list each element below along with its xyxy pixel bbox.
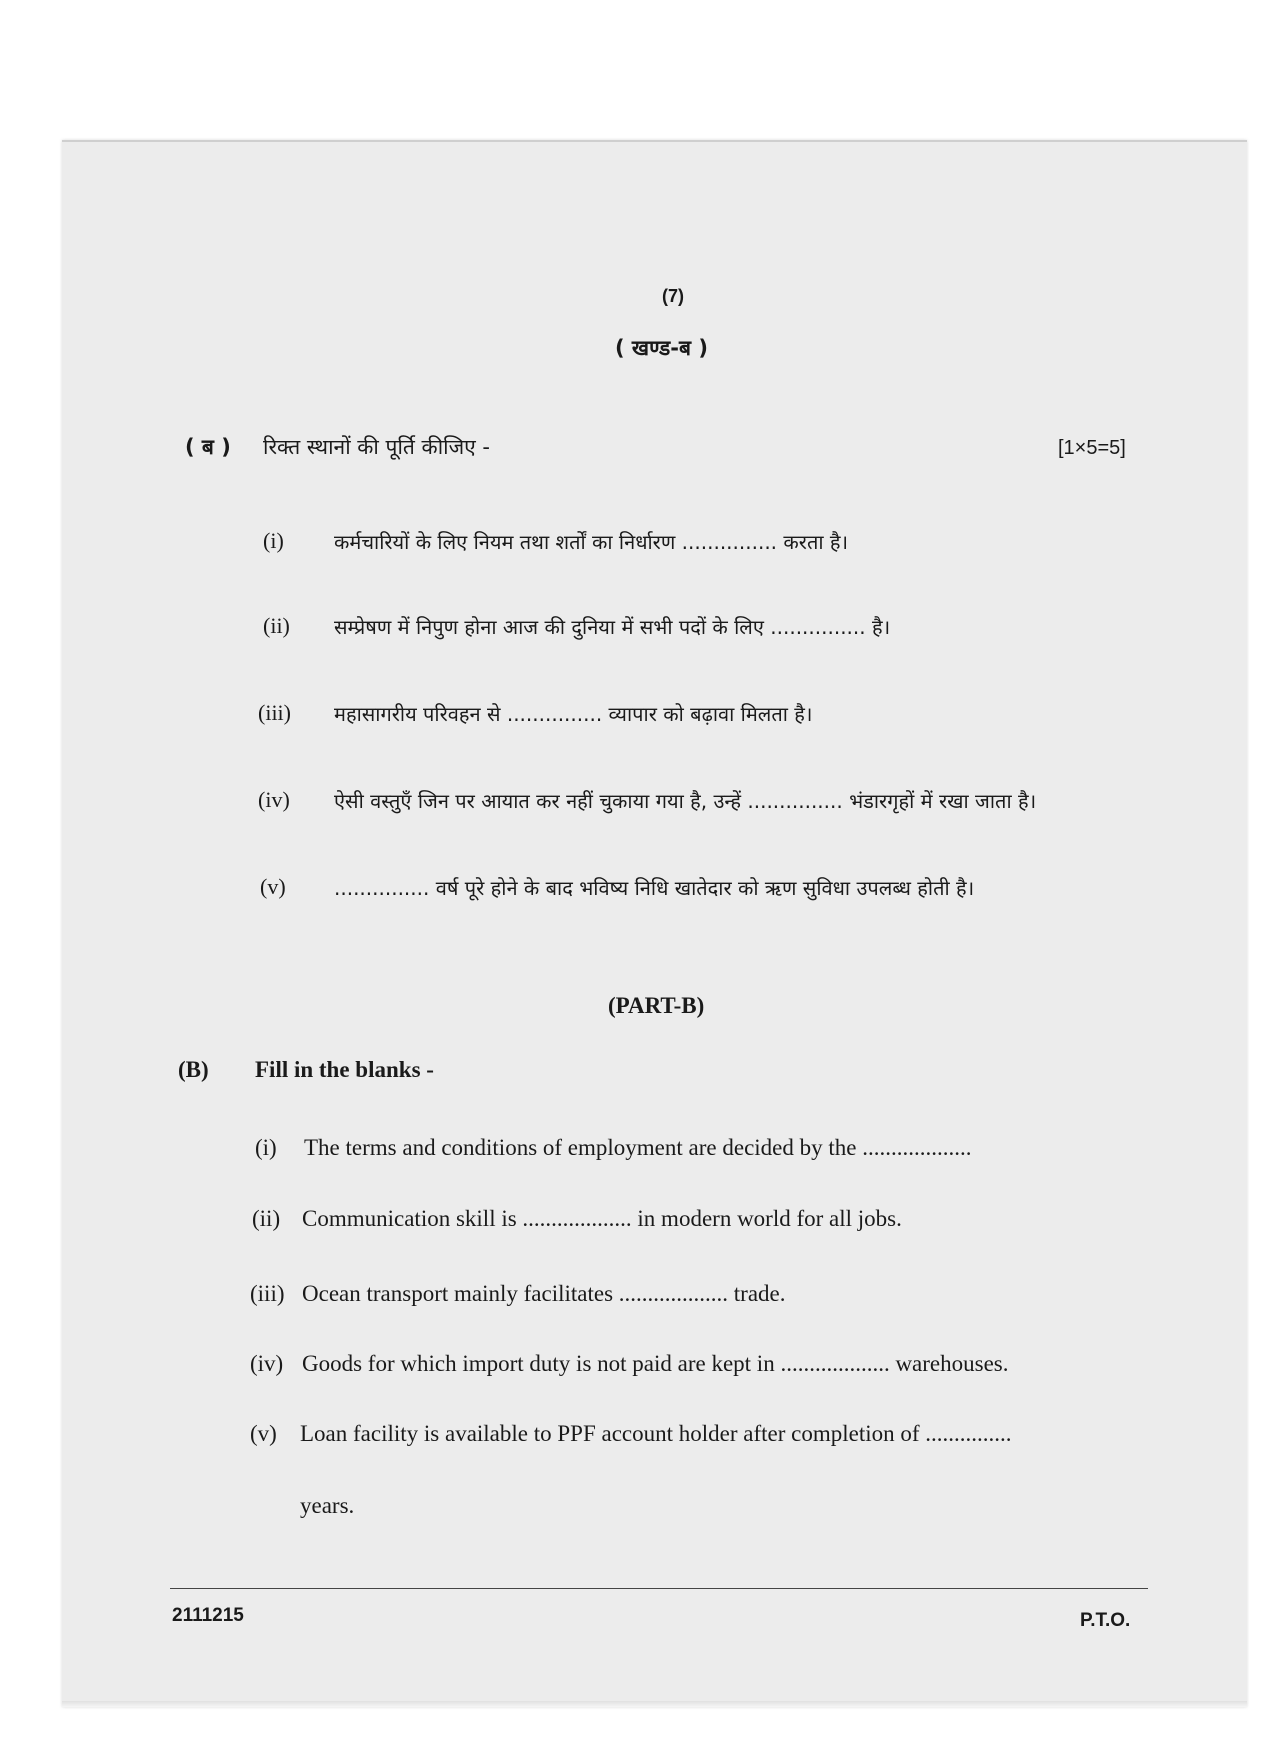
question-text-hindi: महासागरीय परिवहन से ............... व्यापार को बढ़ावा मिलता है। <box>334 702 813 726</box>
question-number: (i) <box>255 1135 277 1160</box>
page-number: (7) <box>662 286 684 306</box>
question-number: (iv) <box>258 787 290 812</box>
question-text-english: The terms and conditions of employment are decided by the ................... <box>304 1135 972 1160</box>
pto-label: P.T.O. <box>1080 1610 1131 1631</box>
question-text-english: Loan facility is available to PPF account holder after completion of ............... <box>300 1421 1012 1446</box>
footer-rule <box>170 1588 1148 1589</box>
question-text-english: Communication skill is ................... in modern world for all jobs. <box>302 1206 902 1231</box>
question-number: (iii) <box>258 700 291 725</box>
question-text-english: Ocean transport mainly facilitates ................... trade. <box>302 1281 786 1306</box>
instruction-hindi: रिक्त स्थानों की पूर्ति कीजिए - <box>263 435 491 459</box>
question-number: (ii) <box>263 613 290 638</box>
question-number: (v) <box>250 1421 277 1446</box>
section-heading-english: (PART-B) <box>608 993 705 1018</box>
section-label-english: (B) <box>178 1057 209 1082</box>
question-number: (ii) <box>252 1206 281 1231</box>
section-label-hindi: ( ब ) <box>185 435 231 459</box>
section-heading-hindi: ( खण्ड-ब ) <box>615 336 708 360</box>
question-number: (iii) <box>250 1281 285 1306</box>
question-number: (iv) <box>250 1351 284 1376</box>
instruction-english: Fill in the blanks - <box>255 1057 434 1082</box>
question-number: (i) <box>263 528 284 553</box>
exam-page <box>62 140 1247 1707</box>
question-text-english: Goods for which import duty is not paid are kept in ................... warehouses. <box>302 1351 1009 1376</box>
question-text-hindi: कर्मचारियों के लिए नियम तथा शर्तों का निर्धारण ............... करता है। <box>334 530 849 554</box>
question-text-hindi: ऐसी वस्तुएँ जिन पर आयात कर नहीं चुकाया गया है, उन्हें ............... भंडारगृहों में रखा जाता है। <box>334 789 1037 813</box>
question-text-hindi: ............... वर्ष पूरे होने के बाद भविष्य निधि खातेदार को ऋण सुविधा उपलब्ध होती है। <box>334 876 975 900</box>
question-number: (v) <box>260 874 286 899</box>
question-continuation: years. <box>300 1493 355 1518</box>
paper-code: 2111215 <box>172 1605 244 1626</box>
marks: [1×5=5] <box>1058 437 1126 459</box>
question-text-hindi: सम्प्रेषण में निपुण होना आज की दुनिया में सभी पदों के लिए ............... है। <box>334 615 891 639</box>
